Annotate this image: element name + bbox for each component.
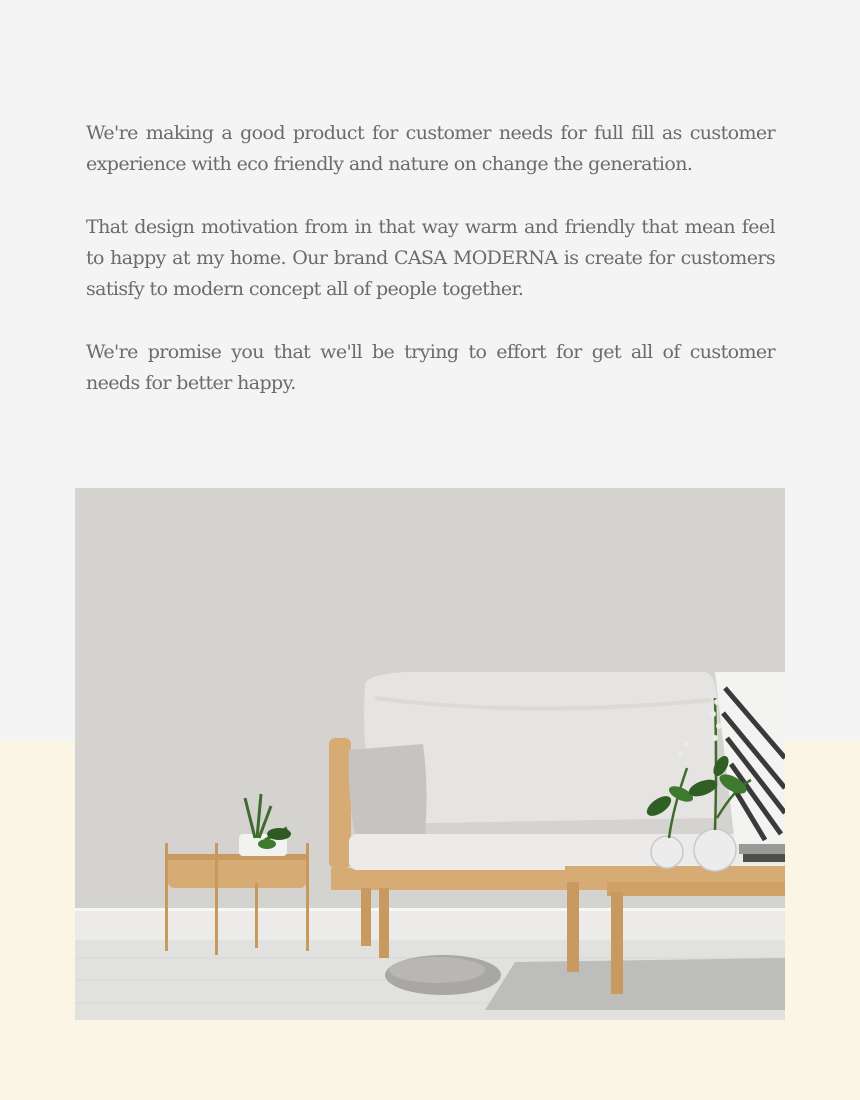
living-room-photo — [75, 488, 785, 1020]
brand-description — [86, 118, 775, 431]
paragraph-1: We're making a good product for customer needs for full fill as customer experience with eco friendly and nature on change the generation. — [86, 122, 775, 175]
paragraph-2: That design motivation from in that way warm and friendly that mean feel to happy at my home. Our brand CASA MODERNA is create for customers satisfy to modern concept all of people together. — [86, 216, 775, 300]
paragraph-3: We're promise you that we'll be trying to effort for get all of customer needs for better happy. — [86, 341, 775, 394]
living-room-illustration — [75, 488, 785, 1020]
